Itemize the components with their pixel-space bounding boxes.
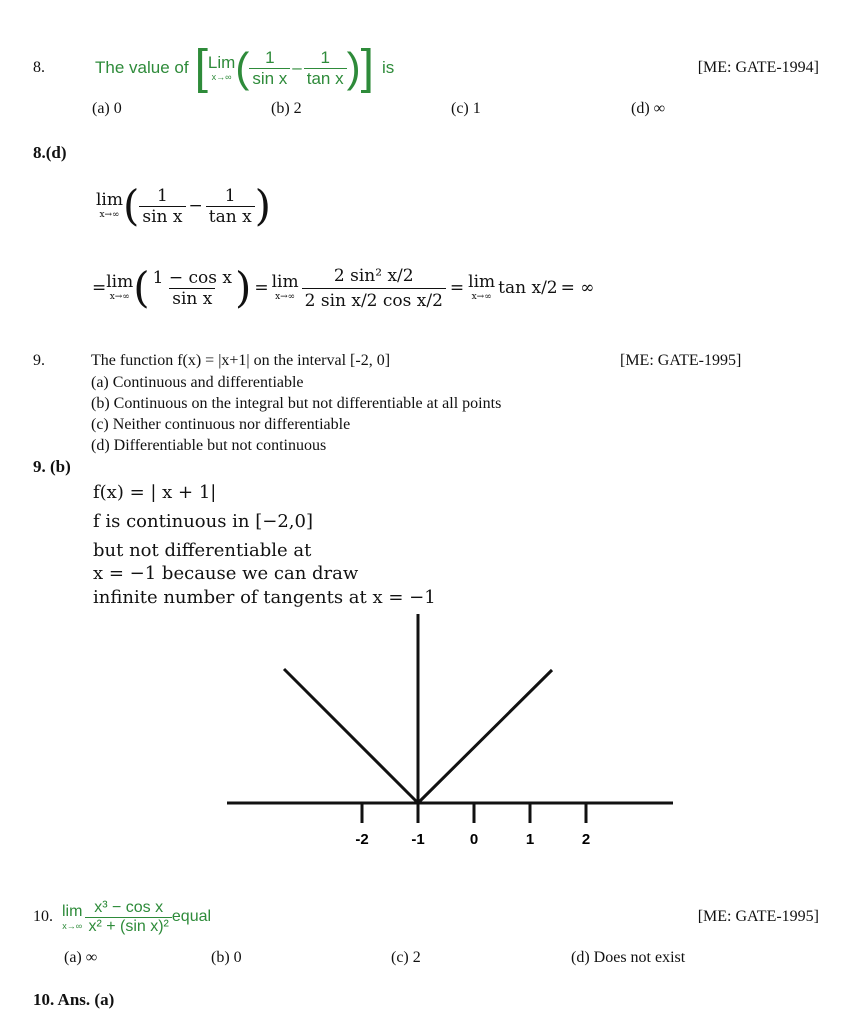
q8-text-suffix: is bbox=[381, 58, 395, 77]
q8-frac-2-den: tan x bbox=[304, 68, 347, 89]
q10-suffix: equal bbox=[171, 908, 212, 925]
q9-solution-line-2: f is continuous in [−2,0] bbox=[93, 511, 313, 532]
graph-tick-label: -1 bbox=[411, 831, 425, 848]
graph-ticks bbox=[355, 803, 590, 848]
q8-lim-sub: x→∞ bbox=[211, 72, 232, 82]
sol8-l2-eq2: = bbox=[254, 278, 269, 298]
sol8-l2-right-paren: ) bbox=[234, 263, 252, 312]
sol8-l2-eq3: = bbox=[449, 278, 465, 298]
q10-source: [ME: GATE-1995] bbox=[697, 908, 819, 925]
sol8-l1-frac-2-den: tan x bbox=[206, 206, 255, 227]
q10-option-c: (c) 2 bbox=[391, 949, 421, 966]
graph-tick-label: -2 bbox=[355, 831, 369, 848]
q9-solution-line-5: infinite number of tangents at x = −1 bbox=[93, 587, 436, 608]
q9-question: The function f(x) = |x+1| on the interval [-2, 0] bbox=[91, 352, 391, 369]
q10-lim-text: lim bbox=[62, 902, 83, 920]
q9-solution-line-3: but not differentiable at bbox=[93, 540, 312, 561]
sol8-l2-lim-2-sub: x→∞ bbox=[275, 292, 296, 302]
sol8-l2-tan: tan x/2 bbox=[498, 278, 558, 298]
q10-lim bbox=[62, 904, 82, 931]
q8-option-b: (b) 2 bbox=[271, 100, 302, 117]
q8-option-d: (d) ∞ bbox=[631, 100, 666, 117]
sol8-l2-frac-1-den: sin x bbox=[169, 288, 215, 309]
q10-number: 10. bbox=[33, 908, 53, 925]
q8-option-c: (c) 1 bbox=[451, 100, 481, 117]
q9-number: 9. bbox=[33, 352, 45, 369]
sol8-l2-eq: = bbox=[92, 278, 107, 298]
q10-option-a: (a) ∞ bbox=[64, 949, 98, 966]
q8-frac-1-den: sin x bbox=[249, 68, 290, 89]
q9-option-b: (b) Continuous on the integral but not differentiable at all points bbox=[91, 395, 502, 412]
q10-frac bbox=[85, 899, 171, 936]
graph-tick-label: 0 bbox=[469, 831, 479, 848]
q10-option-d: (d) Does not exist bbox=[571, 949, 686, 966]
q8-source: [ME: GATE-1994] bbox=[697, 59, 819, 76]
sol8-l2-lim-2-text: lim bbox=[271, 272, 299, 292]
sol8-l1-left-paren: ( bbox=[123, 181, 140, 230]
sol8-l1-frac-1-den: sin x bbox=[139, 206, 185, 227]
q9-answer: 9. (b) bbox=[33, 457, 71, 476]
sol8-l2-lim-3-text: lim bbox=[468, 272, 496, 292]
q8-lim-text: Lim bbox=[207, 53, 236, 72]
q10-lim-sub: x→∞ bbox=[62, 920, 83, 931]
q10-answer: 10. Ans. (a) bbox=[33, 990, 115, 1009]
sol8-l1-minus: − bbox=[188, 196, 203, 216]
q9-option-c: (c) Neither continuous nor differentiable bbox=[91, 416, 351, 433]
graph-tick-label: 1 bbox=[525, 831, 535, 848]
sol8-l2-frac-2-num: 2 sin² x/2 bbox=[333, 265, 414, 286]
q8-answer: 8.(d) bbox=[33, 143, 67, 162]
sol8-l2-left-paren: ( bbox=[133, 263, 150, 312]
q8-frac-2-num: 1 bbox=[320, 47, 330, 67]
graph-right-branch bbox=[418, 670, 552, 803]
q10-option-b: (b) 0 bbox=[211, 949, 242, 966]
q8-right-bracket: ] bbox=[360, 41, 374, 94]
sol8-l1-frac-1-num: 1 bbox=[157, 185, 168, 206]
q8-option-a: (a) 0 bbox=[92, 100, 122, 117]
sol8-l1-lim-text: lim bbox=[96, 190, 123, 210]
q8-right-paren: ) bbox=[346, 44, 361, 91]
sol8-l1-frac-2-num: 1 bbox=[224, 185, 236, 206]
q10-frac-num: x³ − cos x bbox=[94, 898, 164, 916]
graph-left-branch bbox=[284, 669, 418, 803]
sol8-l2-lim-text: lim bbox=[106, 272, 134, 292]
q8-number: 8. bbox=[33, 59, 45, 76]
sol8-l2-frac-2-den: 2 sin x/2 cos x/2 bbox=[302, 288, 446, 311]
q9-option-a: (a) Continuous and differentiable bbox=[91, 374, 304, 391]
q9-solution-line-4: x = −1 because we can draw bbox=[93, 563, 359, 584]
sol8-l1-lim-sub: x→∞ bbox=[99, 210, 120, 220]
q8-text-prefix: The value of bbox=[95, 58, 189, 77]
q9-solution-line-1: f(x) = | x + 1| bbox=[93, 482, 217, 503]
q8-minus: – bbox=[292, 58, 302, 77]
q9-option-d: (d) Differentiable but not continuous bbox=[91, 437, 327, 454]
sol8-l2-lim-sub: x→∞ bbox=[109, 292, 130, 302]
sol8-l2-frac-1-num: 1 − cos x bbox=[152, 267, 232, 288]
sol8-l2-result: = ∞ bbox=[560, 278, 595, 298]
q10-frac-den: x² + (sin x)² bbox=[85, 917, 171, 936]
graph-tick-label: 2 bbox=[581, 831, 591, 848]
q8-left-paren: ( bbox=[235, 44, 250, 91]
q8-frac-1-num: 1 bbox=[265, 47, 275, 67]
q9-source: [ME: GATE-1995] bbox=[620, 352, 742, 369]
q8-left-bracket: [ bbox=[194, 41, 208, 94]
sol8-l1-right-paren: ) bbox=[254, 181, 272, 230]
q10-question bbox=[62, 893, 211, 941]
sol8-l2-lim-3-sub: x→∞ bbox=[471, 292, 492, 302]
